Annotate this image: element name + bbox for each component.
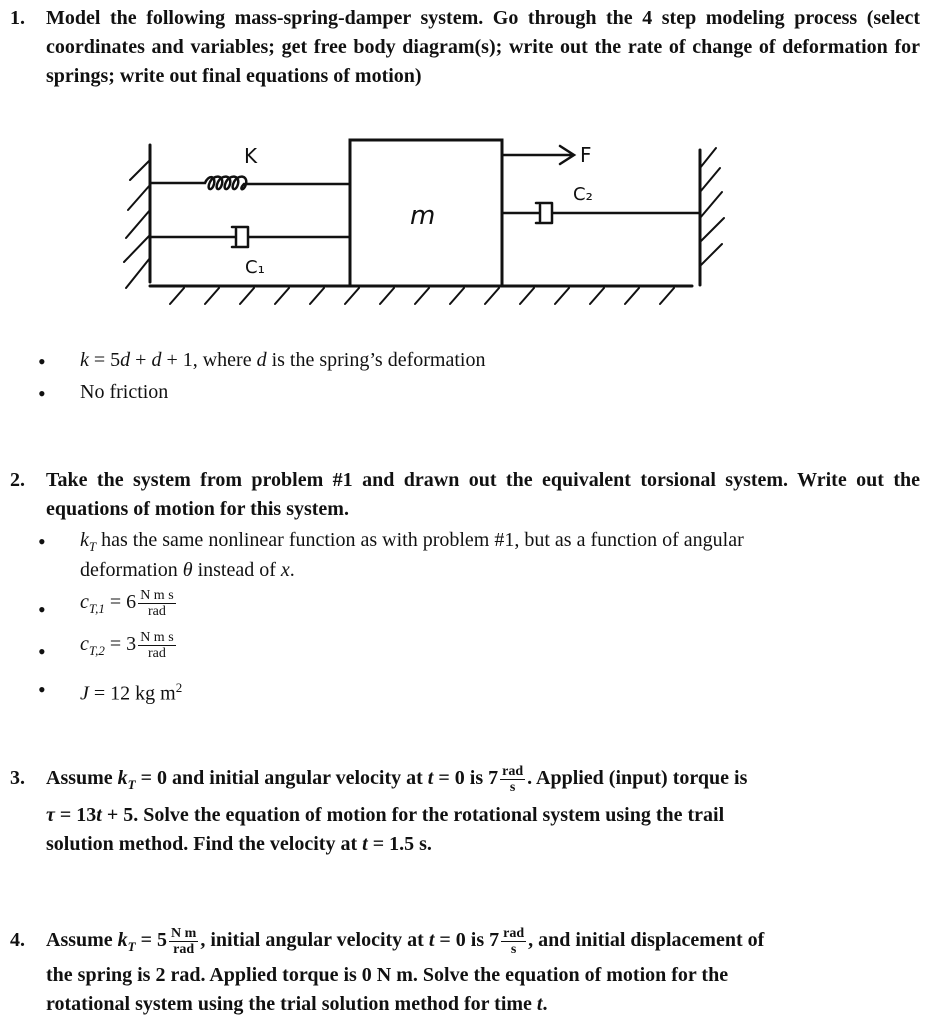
damper-1-label: C₁ — [245, 257, 265, 278]
spring — [150, 177, 350, 190]
problem-1-text: Model the following mass-spring-damper system. Go through the 4 step modeling process (select coordinates and variables; get free body diagram(s); write out the rate of change of deformation for springs; write out final equations of motion) — [46, 7, 920, 87]
spring-label: K — [244, 144, 258, 168]
damper-2 — [502, 203, 700, 223]
problem-4: 4. Assume $k_T = 5$ $\frac{\text{N m}}{\text{rad}}$ , initial angular velocity at t = 0 is 7 $\frac{\text{rad}}{s}$ , and initial displacement of the spring is 2 rad. Applied torque is 0 N m. Solve the equation of motion for the rotational system using the trial solution method for time t. — [10, 926, 765, 1016]
bullet-cT1: $c_{T,1} = 6$ $\frac{\text{N m s}}{\text{rad}}$ — [80, 588, 174, 619]
problem-2-number: 2. — [10, 469, 25, 491]
bullet-cT2: $c_{T,2} = 3$ $\frac{\text{N m s}}{\text{rad}}$ — [80, 630, 174, 661]
damper-1 — [150, 227, 350, 247]
problem-3: 3. Assume $k_T = 0$ and initial angular velocity at t = 0 is 7 $\frac{\text{rad}}{s}$ . Applied (input) torque is τ = 13t + 5. Solve the equation of motion for the rotational system using the trail solution method. Find the velocity at t = 1.5 s. — [10, 764, 748, 856]
bullet-no-friction: No friction — [80, 381, 169, 403]
bullet-spring-stiffness: k = 5d + d + 1, where d is the spring’s deformation — [80, 349, 486, 371]
force-arrow — [502, 146, 574, 164]
damper-2-label: C₂ — [573, 184, 593, 205]
problem-2 — [0, 466, 920, 524]
bullet-kT-function: $k_T$ has the same nonlinear function as with problem #1, but as a function of angular — [80, 529, 744, 554]
ground-hatch — [170, 288, 674, 304]
problem-1-number: 1. — [10, 7, 25, 29]
bullet-dot: • — [38, 597, 46, 622]
problem-3-number: 3. — [10, 767, 25, 789]
bullet-dot: • — [38, 349, 46, 374]
problem-2-text: Take the system from problem #1 and drawn out the equivalent torsional system. Write out the equations of motion for this system. — [46, 469, 920, 520]
right-wall-hatch — [700, 148, 724, 266]
mass-spring-damper-figure — [0, 0, 930, 330]
bullet-dot: • — [38, 381, 46, 406]
bullet-dot: • — [38, 639, 46, 664]
bullet-dot: • — [38, 529, 46, 554]
problem-4-number: 4. — [10, 929, 25, 951]
bullet-dot: • — [38, 677, 46, 702]
left-wall-hatch — [124, 160, 150, 288]
bullet-inertia: J = 12 kg $m^2$ — [80, 680, 183, 705]
force-label: F — [580, 143, 592, 167]
mass-label: m — [410, 201, 436, 231]
bullet-kT-function-line2: deformation θ instead of x. — [80, 559, 295, 581]
